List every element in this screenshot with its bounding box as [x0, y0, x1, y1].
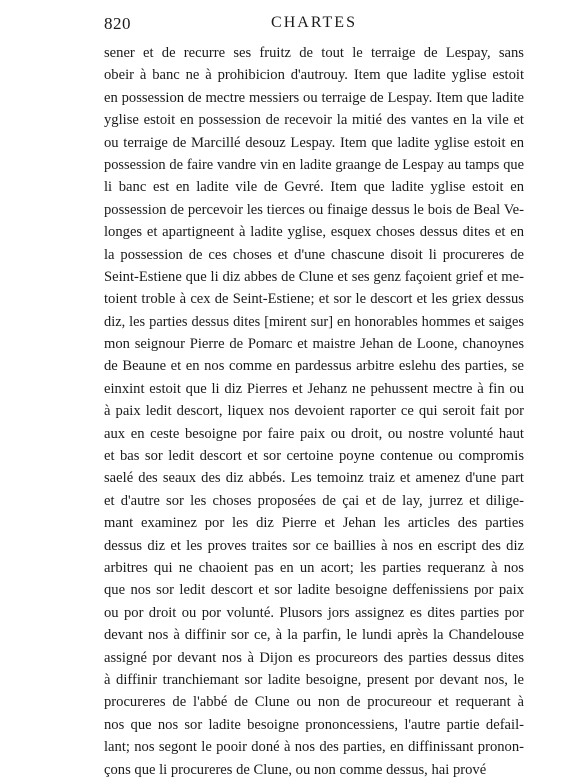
text-line: li banc est en ladite vile de Gevré. Item que ladite yglise estoit en	[104, 179, 524, 196]
text-line: à paix ledit descort, liquex nos devoient raporter ce qui seroit fait por	[104, 403, 524, 420]
text-line: procureres de l'abbé de Clune ou non de procureour et requerant à	[104, 694, 524, 711]
text-line: einxint estoit que li diz Pierres et Jehanz ne pehussent mectre à fin ou	[104, 380, 524, 397]
text-line: yglise estoit en possession de recevoir la mitié des vantes en la vile et	[104, 112, 524, 129]
text-line: possession de faire vandre vin en ladite graange de Lespay au tamps que	[104, 156, 524, 173]
text-line: Seint-Estiene que li diz abbes de Clune et ses genz façoient grief et me-	[104, 268, 524, 285]
text-line: mant examinez por les diz Pierre et Jehan les articles des parties	[104, 515, 524, 532]
text-line: de Beaune et en nos comme en pardessus arbitre eslehu des parties, se	[104, 358, 524, 375]
text-line: en possession de mectre messiers ou terraige de Lespay. Item que ladite	[104, 89, 524, 106]
text-line: possession de percevoir les tierces ou finaige dessus le bois de Beal Ve-	[104, 201, 524, 218]
text-line: lant; nos segont le pooir doné à nos des parties, en diffinissant pronon-	[104, 739, 524, 756]
text-line: aux en ceste besoigne por faire paix ou droit, ou nostre volunté haut	[104, 425, 524, 442]
text-line: devant nos à diffinir sor ce, à la parfin, le lundi après la Chandelouse	[104, 627, 524, 644]
text-line: dessus diz et les proves traites sor ce baillies à nos en escript des diz	[104, 537, 524, 554]
text-line: obeir à banc ne à prohibicion d'autrouy. Item que ladite yglise estoit	[104, 67, 524, 84]
text-line: toient troble à cex de Seint-Estiene; et sor le descort et les griex dessus	[104, 291, 524, 308]
text-line: assigné por devant nos à Dijon es procureors des parties dessus dites	[104, 649, 524, 666]
text-line: çons que li procureres de Clune, ou non comme dessus, hai prové	[104, 761, 487, 778]
text-line: mon seignour Pierre de Pomarc et maistre Jehan de Loone, chanoynes	[104, 336, 524, 353]
text-line: ou terraige de Marcillé desouz Lespay. Item que ladite yglise estoit en	[104, 134, 524, 151]
text-line: la possession de ces choses et d'une chascune disoit li procureres de	[104, 246, 524, 263]
text-line: longes et apartigneent à ladite yglise, esquex choses dessus dites et en	[104, 224, 524, 241]
body-text	[104, 42, 524, 781]
text-line: que nos sor ledit descort et sor ladite besoigne deffenissiens por paix	[104, 582, 524, 599]
text-line: arbitres qui ne chaoient pas en un acort; les parties requeranz à nos	[104, 559, 524, 576]
text-line: sener et de recurre ses fruitz de tout le terraige de Lespay, sans	[104, 45, 524, 61]
page-header	[104, 14, 524, 36]
text-line: diz, les parties dessus dites [mirent sur] en honorables hommes et saiges	[104, 313, 524, 330]
text-line: saelé des seaux des diz abbés. Les temoinz traiz et amenez d'une part	[104, 470, 524, 487]
text-line: ou por droit ou por volunté. Plusors jors assignez es dites parties por	[104, 604, 524, 621]
text-line: et d'autre sor les choses proposées de çai et de lay, jurrez et dilige-	[104, 492, 524, 509]
page-number: 820	[104, 14, 131, 33]
running-title: CHARTES	[271, 14, 357, 31]
text-line: à diffinir tranchiemant sor ladite besoigne, present por devant nos, le	[104, 671, 524, 688]
text-line: et bas sor ledit descort et sor certoine poyne contenue ou compromis	[104, 448, 524, 465]
text-line: nos que nos sor ladite besoigne prononcessiens, l'autre partie defail-	[104, 716, 524, 733]
